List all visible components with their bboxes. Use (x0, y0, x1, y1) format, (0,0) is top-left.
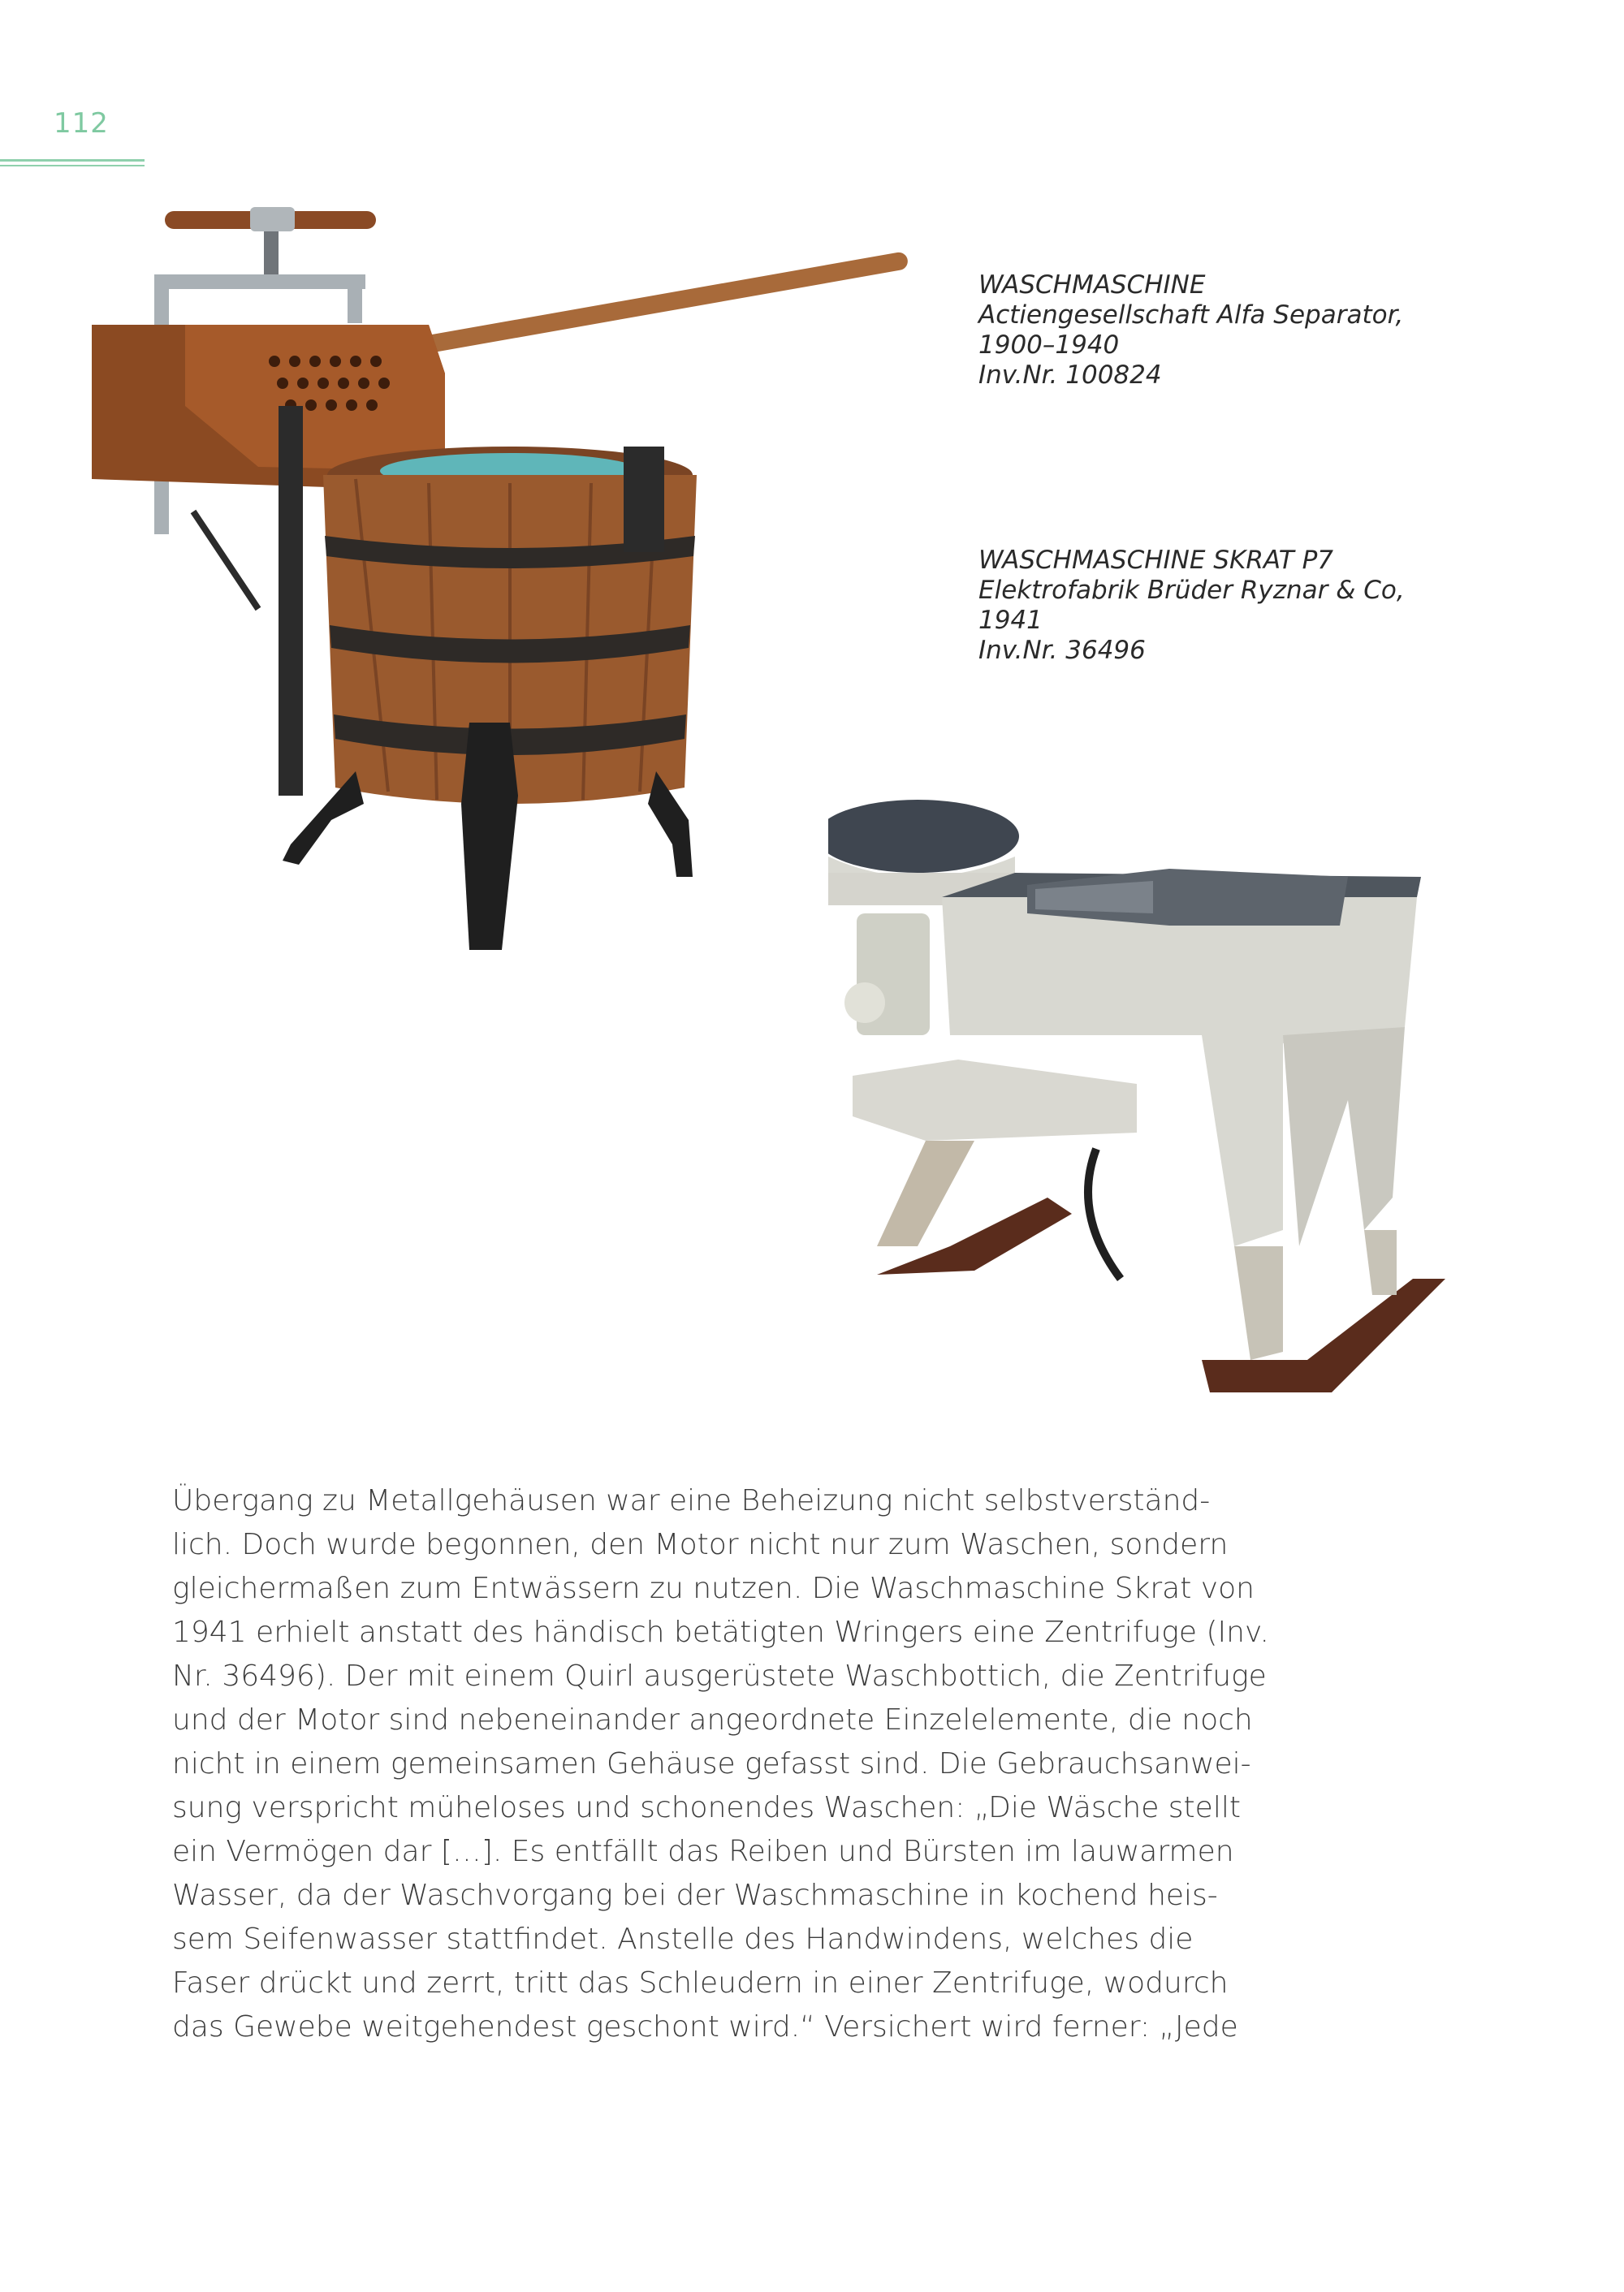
body-line: lich. Doch wurde begonnen, den Motor nicht nur zum Waschen, sondern (172, 1528, 1229, 1561)
body-line: 1941 erhielt anstatt des händisch betätigten Wringers eine Zentrifuge (Inv. (172, 1616, 1269, 1649)
body-line: das Gewebe weitgehendest geschont wird.“ Versichert wird ferner: „Jede (172, 2010, 1238, 2044)
caption-skrat-line-3: 1941 (978, 606, 1043, 635)
caption-alfa-line-1: WASCHMASCHINE (978, 270, 1206, 300)
photo-alfa-washing-machine (88, 203, 908, 999)
caption-alfa-line-4: Inv.Nr. 100824 (978, 360, 1162, 390)
caption-alfa-line-2: Actiengesellschaft Alfa Separator, (978, 300, 1404, 330)
body-line: sung verspricht müheloses und schonendes Waschen: „Die Wäsche stellt (172, 1791, 1241, 1824)
caption-skrat (978, 546, 1433, 666)
body-line: ein Vermögen dar […]. Es entfällt das Reiben und Bürsten im lauwarmen (172, 1835, 1234, 1868)
body-line: nicht in einem gemeinsamen Gehäuse gefasst sind. Die Gebrauchsanwei- (172, 1747, 1251, 1781)
body-line: sem Seifenwasser stattfindet. Anstelle des Handwindens, welches die (172, 1923, 1194, 1956)
body-line: Nr. 36496). Der mit einem Quirl ausgerüstete Waschbottich, die Zentrifuge (172, 1660, 1267, 1693)
body-line: Wasser, da der Waschvorgang bei der Waschmaschine in kochend heis- (172, 1879, 1218, 1912)
body-line: Übergang zu Metallgehäusen war eine Beheizung nicht selbstverständ- (172, 1484, 1211, 1517)
body-text (172, 1479, 1293, 2049)
photo-skrat-washing-machine (828, 792, 1453, 1441)
body-line: gleichermaßen zum Entwässern zu nutzen. Die Waschmaschine Skrat von (172, 1572, 1255, 1605)
page-number: 112 (54, 107, 109, 140)
caption-alfa (978, 270, 1433, 391)
body-line: Faser drückt und zerrt, tritt das Schleudern in einer Zentrifuge, wodurch (172, 1966, 1229, 2000)
page-number-rule (0, 159, 145, 162)
caption-skrat-line-4: Inv.Nr. 36496 (978, 636, 1146, 665)
body-line: und der Motor sind nebeneinander angeordnete Einzelelemente, die noch (172, 1703, 1253, 1737)
caption-alfa-line-3: 1900–1940 (978, 330, 1120, 360)
caption-skrat-line-2: Elektrofabrik Brüder Ryznar & Co, (978, 576, 1405, 605)
page-number-rule-secondary (0, 165, 145, 166)
caption-skrat-line-1: WASCHMASCHINE SKRAT P7 (978, 546, 1334, 575)
